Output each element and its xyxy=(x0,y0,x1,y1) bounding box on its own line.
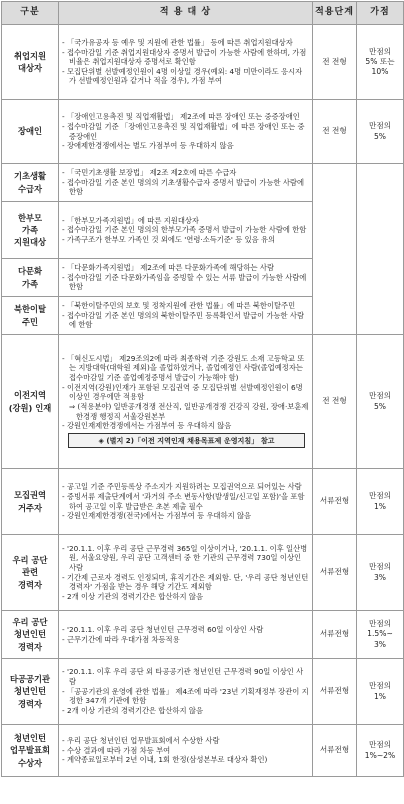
bullet-item: - 2개 이상 기관의 경력기간은 합산하지 않음 xyxy=(62,705,204,715)
row-category xyxy=(2,535,59,611)
row-bonus-line: 만점의 xyxy=(368,681,391,691)
row-category-line: 장애인 xyxy=(17,126,43,137)
row-stage-merged xyxy=(313,164,357,335)
table-row xyxy=(2,469,404,535)
row-bonus-line: 만점의 xyxy=(368,562,391,572)
row-bonus-line: 1% xyxy=(373,501,387,511)
table-row xyxy=(2,164,404,202)
bullet-item: - 접수마감일 기준 「장애인고용촉진 및 직업재활법」에 따른 장애인 또는 중증장애인 xyxy=(62,121,305,141)
row-stage: 전 전형 xyxy=(313,100,357,164)
row-bonus-line: 만점의 xyxy=(368,740,391,750)
row-category xyxy=(2,469,59,535)
bullet-item: - 접수마감일 기준 본인 명의의 한부모가족 증명서 발급이 가능한 사람에 한함 xyxy=(62,225,307,235)
row-category-line: 다문화 xyxy=(17,266,43,277)
row-bonus xyxy=(357,611,404,659)
row-category-line: 경력자 xyxy=(17,698,43,709)
row-bonus xyxy=(357,659,404,725)
bullet-item: - '20.1.1. 이후 우리 공단 청년인턴 근무경력 60일 이상인 사람 xyxy=(62,624,264,634)
row-stage: 서류전형 xyxy=(313,535,357,611)
row-stage: 서류전형 xyxy=(313,469,357,535)
row-bonus-merged xyxy=(357,164,404,335)
row-bonus-line: 10% xyxy=(371,67,389,76)
row-stage: 서류전형 xyxy=(313,611,357,659)
bullet-item: - 우리 공단 청년인턴 업무발표회에서 수상한 사람 xyxy=(62,736,220,746)
row-category-line: 경력자 xyxy=(17,641,43,652)
row-bonus-line: 1.5%~ xyxy=(367,629,393,639)
row-category xyxy=(2,25,59,100)
row-bonus-line: 만점의 xyxy=(368,491,391,501)
row-category-line: 취업지원 xyxy=(13,50,47,61)
row-category-line: 모집권역 xyxy=(13,490,47,501)
bullet-item: - 장애제한경쟁에서는 별도 가점부여 등 우대하지 않음 xyxy=(62,141,234,151)
bullet-item: - 「혁신도시법」 제29조의2에 따라 최종학력 기준 강원도 소재 고등학교 또는 지방대학(대학원 제외)을 졸업하였거나, 졸업예정인 사람(졸업예정자는 접수마감일 기준 졸업예정증명서 발급이 가능해야 함) xyxy=(62,353,305,383)
row-bonus-line: 만점의 xyxy=(368,619,391,629)
row-content xyxy=(59,535,313,611)
row-category xyxy=(2,335,59,469)
row-category-line: 대상자 xyxy=(17,63,43,73)
bullet-item: - '20.1.1. 이후 우리 공단 외 타공공기관 청년인턴 근무경력 90일 이상인 사람 xyxy=(62,667,304,687)
row-bonus-line: 만점의 xyxy=(368,391,391,401)
bullet-item: - 「공공기관의 운영에 관한 법률」 제4조에 따라 '23년 기획재정부 장관이 지정한 347개 기관에 한함 xyxy=(62,686,309,706)
row-category-line: 우리 공단 xyxy=(12,555,48,566)
header-category: 구분 xyxy=(2,2,59,25)
table-header-row xyxy=(2,2,404,25)
table-row xyxy=(2,659,404,725)
row-category-line: 청년인턴 xyxy=(13,629,47,640)
row-category-line: 청년인턴 xyxy=(13,733,47,744)
row-category xyxy=(2,611,59,659)
table-row xyxy=(2,611,404,659)
table-row xyxy=(2,100,404,164)
bullet-item: - 증빙서류 제출단계에서 '과거의 주소 변동사항(발생일/신고일 포함)'을 포함하여 공고일 이후 발급받은 초본 제출 필수 xyxy=(62,491,305,511)
row-bonus xyxy=(357,100,404,164)
row-content xyxy=(59,25,313,100)
row-content xyxy=(59,297,313,335)
row-content xyxy=(59,611,313,659)
bullet-item: - '20.1.1. 이후 우리 공단 근무경력 365일 이상이거나, '20.1.1. 이후 일산병원, 서울요양원, 우리 공단 고객센터 중 한 기관의 근무경력 730일 이상인 사람 xyxy=(62,543,308,572)
row-bonus-line: 만점의 xyxy=(368,121,391,131)
row-category-line: 기초생활 xyxy=(13,171,47,182)
row-bonus-line: 만점의 xyxy=(368,46,391,56)
row-category-line: 타공공기관 xyxy=(9,674,51,685)
header-content: 적 용 대 상 xyxy=(59,2,313,25)
row-category-line: 가족 xyxy=(21,224,39,235)
row-content xyxy=(59,659,313,725)
row-category-line: 관련 xyxy=(21,567,39,578)
row-category-line: 수급자 xyxy=(17,183,43,194)
row-category-line: 수상자 xyxy=(17,757,43,768)
row-category-line: 한부모 xyxy=(17,212,43,223)
row-category-line: 지원대상 xyxy=(13,237,47,247)
row-bonus xyxy=(357,535,404,611)
row-bonus xyxy=(357,335,404,469)
table-row xyxy=(2,25,404,100)
row-category xyxy=(2,297,59,335)
row-content xyxy=(59,100,313,164)
row-category-line: 경력자 xyxy=(17,579,43,590)
row-category-line: 업무발표회 xyxy=(9,745,51,756)
preference-table xyxy=(1,1,404,777)
row-category-line: (강원) 인재 xyxy=(8,402,52,413)
bullet-item: - 계약종료일로부터 2년 이내, 1회 한정(삼성본부로 대상자 확인) xyxy=(62,755,268,765)
row-bonus-line: 1%~2% xyxy=(364,750,396,760)
row-bonus-line: 1% xyxy=(373,691,387,701)
row-bonus xyxy=(357,725,404,777)
bullet-item: ⇒ (적용분야) 일반공개경쟁 전산직, 일반공개경쟁 건강직 강원, 장애·보훈제한경쟁 행정직 서울강원본부 xyxy=(69,401,309,421)
bullet-item: - 공고일 기준 주민등록상 주소지가 지원하려는 모집권역으로 되어있는 사람 xyxy=(62,482,302,492)
bullet-item: - 강원인재제한경쟁(전국)에서는 가점부여 등 우대하지 않음 xyxy=(62,511,252,521)
row-bonus-line: 3% xyxy=(373,572,387,582)
row-category-line: 주민 xyxy=(21,316,39,327)
row-bonus-line: 3% xyxy=(373,639,387,649)
bullet-item: - 강원인재제한경쟁에서는 가점부여 등 우대하지 않음 xyxy=(62,421,232,431)
table-row xyxy=(2,535,404,611)
bullet-item: - 접수마감일 기준 다문화가족임을 증빙할 수 있는 서류 발급이 가능한 사람에 한함 xyxy=(62,272,307,292)
header-bonus: 가점 xyxy=(357,2,404,25)
bullet-item: - 「국가유공자 등 예우 및 지원에 관한 법률」 등에 따른 취업지원대상자 xyxy=(62,37,293,47)
row-category xyxy=(2,659,59,725)
reference-note-box: ◈ (별지 2)「이전 지역인재 채용목표제 운영지침」 참고 xyxy=(68,433,305,448)
row-category-line: 우리 공단 xyxy=(12,617,48,628)
bullet-item: - 「장애인고용촉진 및 직업재활법」 제2조에 따른 장애인 또는 중증장애인 xyxy=(62,112,300,122)
row-category-line: 이전지역 xyxy=(13,390,47,401)
table-row xyxy=(2,725,404,777)
row-category-line: 거주자 xyxy=(17,502,43,513)
bullet-item: - 근무기간에 따라 우대가점 차등적용 xyxy=(62,634,180,644)
row-content xyxy=(59,469,313,535)
table-row xyxy=(2,335,404,469)
row-bonus-line: 5% xyxy=(373,131,387,141)
bullet-item: - 모집단위별 선발예정인원이 4명 이상일 경우(예외: 4명 미만이라도 응시자가 선발예정인원과 같거나 적을 경우), 가점 부여 xyxy=(62,66,303,86)
row-category-line: 가족 xyxy=(21,278,39,289)
row-bonus xyxy=(357,25,404,100)
bullet-item: - 가족구조가 한부모 가족인 것 외에도 '연령·소득기준' 등 있음 유의 xyxy=(62,234,276,244)
row-bonus xyxy=(357,469,404,535)
row-category-line: 북한이탈 xyxy=(13,304,47,315)
bullet-item: - 이전지역(강원)인재가 포함된 모집권역 중 모집단위별 선발예정인원이 6명 이상인 경우에만 적용함 xyxy=(62,382,303,402)
bullet-item: - 수상 결과에 따라 가점 차등 부여 xyxy=(62,745,171,755)
row-stage: 전 전형 xyxy=(313,335,357,469)
row-content xyxy=(59,335,313,469)
row-content xyxy=(59,202,313,259)
row-bonus-line: 5% xyxy=(373,401,387,411)
row-category xyxy=(2,164,59,202)
row-category xyxy=(2,202,59,259)
row-content xyxy=(59,725,313,777)
bullet-item: - 접수마감일 기준 본인 명의의 북한이탈주민 등록확인서 발급이 가능한 사람에 한함 xyxy=(62,310,305,330)
bullet-item: - 접수마감일 기준 취업지원대상자 증명서 발급이 가능한 사람에 한하며, 가점비율은 취업지원대상자 증명서로 확인함 xyxy=(62,47,307,67)
bullet-item: - 「북한이탈주민의 보호 및 정착지원에 관한 법률」에 따른 북한이탈주민 xyxy=(62,301,296,311)
row-content xyxy=(59,164,313,202)
row-category xyxy=(2,100,59,164)
row-category xyxy=(2,725,59,777)
row-content xyxy=(59,259,313,297)
row-stage: 서류전형 xyxy=(313,725,357,777)
bullet-item: - 「국민기초생활 보장법」 제2조 제2호에 따른 수급자 xyxy=(62,168,237,178)
bullet-item: - 「다문화가족지원법」 제2조에 따른 다문화가족에 해당하는 사람 xyxy=(62,263,275,273)
bullet-item: - 접수마감일 기준 본인 명의의 기초생활수급자 증명서 발급이 가능한 사람에 한함 xyxy=(62,177,305,197)
row-category xyxy=(2,259,59,297)
header-stage: 적용단계 xyxy=(313,2,357,25)
row-bonus-line: 5% 또는 xyxy=(365,56,395,66)
row-stage: 전 전형 xyxy=(313,25,357,100)
row-category-line: 청년인턴 xyxy=(13,686,47,697)
row-stage: 서류전형 xyxy=(313,659,357,725)
bullet-item: - 「한부모가족지원법」에 따른 지원대상자 xyxy=(62,215,199,225)
bullet-item: - 기간제 근로자 경력도 인정되며, 휴직기간은 제외함. 단, '우리 공단 청년인턴 경력자' 가점을 받는 경우 해당 기간도 제외함 xyxy=(62,572,309,592)
bullet-item: - 2개 이상 기관의 경력기간은 합산하지 않음 xyxy=(62,591,204,601)
